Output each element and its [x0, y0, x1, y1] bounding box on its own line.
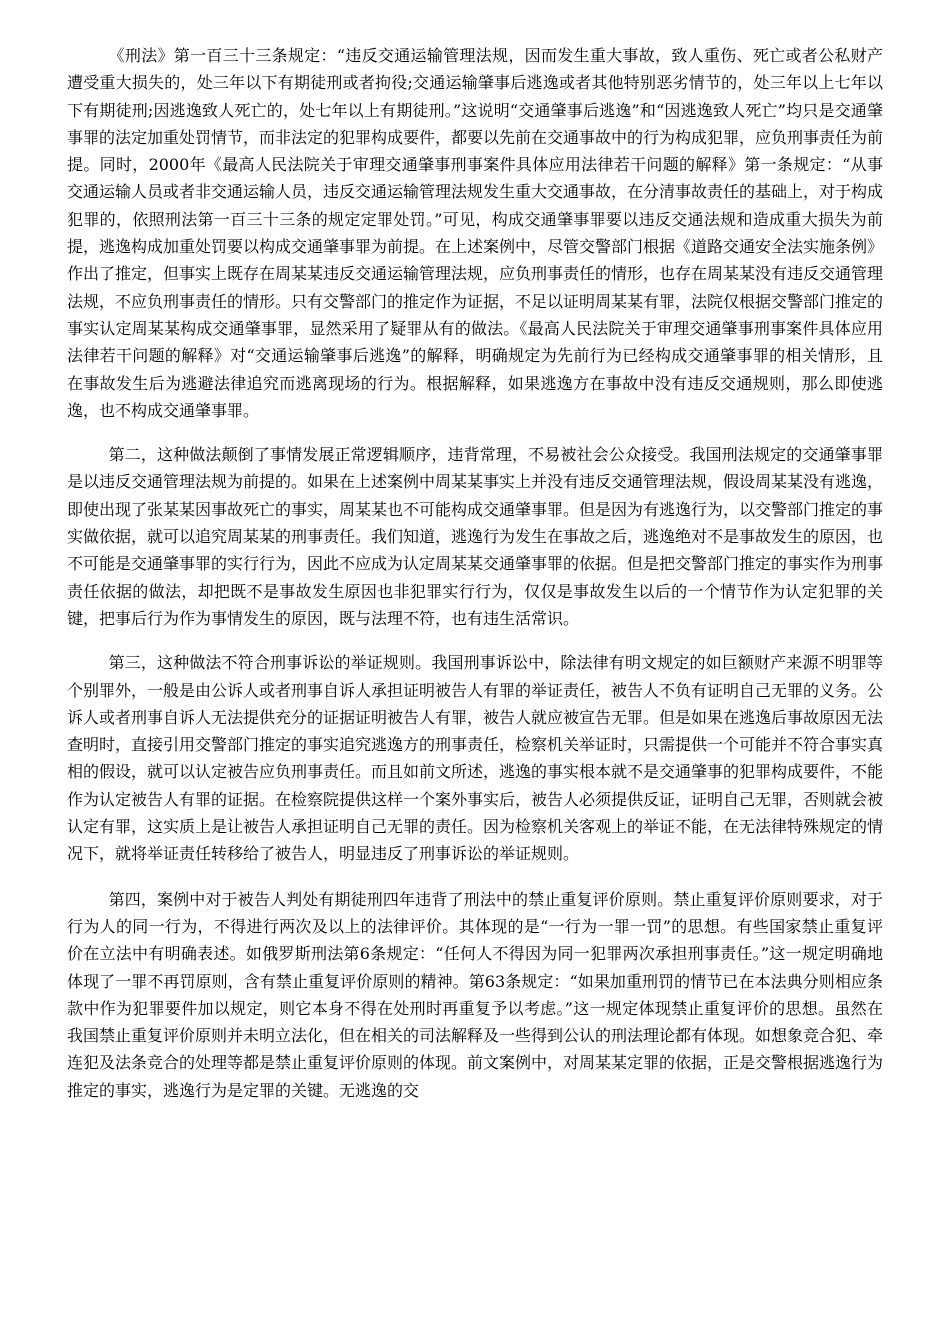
paragraph-criminal-law-article-133: 《刑法》第一百三十三条规定：“违反交通运输管理法规，因而发生重大事故，致人重伤、死亡或者公私财产遭受重大损失的，处三年以下有期徒刑或者拘役;交通运输肇事后逃逸或者其他特别恶劣情节的，处三年以上七年以下有期徒刑;因逃逸致人死亡的，处七年以上有期徒刑。”这说明“交通肇事后逃逸”和“因逃逸致人死亡”均只是交通肇事罪的法定加重处罚情节，而非法定的犯罪构成要件，都要以先前在交通事故中的行为构成犯罪，应负刑事责任为前提。同时，2000年《最高人民法院关于审理交通肇事刑事案件具体应用法律若干问题的解释》第一条规定：“从事交通运输人员或者非交通运输人员，违反交通运输管理法规发生重大交通事故，在分清事故责任的基础上，对于构成犯罪的，依照刑法第一百三十三条的规定定罪处罚。”可见，构成交通肇事罪要以违反交通法规和造成重大损失为前提，逃逸构成加重处罚要以构成交通肇事罪为前提。在上述案例中，尽管交警部门根据《道路交通安全法实施条例》作出了推定，但事实上既存在周某某违反交通运输管理法规，应负刑事责任的情形，也存在周某某没有违反交通管理法规，不应负刑事责任的情形。只有交警部门的推定作为证据，不足以证明周某某有罪，法院仅根据交警部门推定的事实认定周某某构成交通肇事罪，显然采用了疑罪从有的做法。《最高人民法院关于审理交通肇事刑事案件具体应用法律若干问题的解释》对“交通运输肇事后逃逸”的解释，明确规定为先前行为已经构成交通肇事罪的相关情形，且在事故发生后为逃避法律追究而逃离现场的行为。根据解释，如果逃逸方在事故中没有违反交通规则，那么即使逃逸，也不构成交通肇事罪。: [67, 46, 884, 420]
paragraph-fourth-point: 第四，案例中对于被告人判处有期徒刑四年违背了刑法中的禁止重复评价原则。禁止重复评价原则要求，对于行为人的同一行为，不得进行两次及以上的法律评价。其体现的是“一行为一罪一罚”的思想。有些国家禁止重复评价在立法中有明确表述。如俄罗斯刑法第6条规定：“任何人不得因为同一犯罪两次承担刑事责任。”这一规定明确地体现了一罪不再罚原则，含有禁止重复评价原则的精神。第63条规定：“如果加重刑罚的情节已在本法典分则相应条款中作为犯罪要件加以规定，则它本身不得在处刑时再重复予以考虑。”这一规定体现禁止重复评价的思想。虽然在我国禁止重复评价原则并未明立法化，但在相关的司法解释及一些得到公认的刑法理论都有体现。如想象竞合犯、牵连犯及法条竞合的处理等都是禁止重复评价原则的体现。前文案例中，对周某某定罪的依据，正是交警根据逃逸行为推定的事实，逃逸行为是定罪的关键。无逃逸的交: [67, 889, 884, 1100]
document-body: [67, 42, 883, 1104]
paragraph-third-point: 第三，这种做法不符合刑事诉讼的举证规则。我国刑事诉讼中，除法律有明文规定的如巨额财产来源不明罪等个别罪外，一般是由公诉人或者刑事自诉人承担证明被告人有罪的举证责任，被告人不负有证明自己无罪的义务。公诉人或者刑事自诉人无法提供充分的证据证明被告人有罪，被告人就应被宣告无罪。但是如果在逃逸后事故原因无法查明时，直接引用交警部门推定的事实追究逃逸方的刑事责任，检察机关举证时，只需提供一个可能并不符合事实真相的假设，就可以认定被告应负刑事责任。而且如前文所述，逃逸的事实根本就不是交通肇事的犯罪构成要件，不能作为认定被告人有罪的证据。在检察院提供这样一个案外事实后，被告人必须提供反证，证明自己无罪，否则就会被认定有罪，这实质上是让被告人承担证明自己无罪的责任。因为检察机关客观上的举证不能，在无法律特殊规定的情况下，就将举证责任转移给了被告人，明显违反了刑事诉讼的举证规则。: [67, 653, 884, 864]
paragraph-second-point: 第二，这种做法颠倒了事情发展正常逻辑顺序，违背常理，不易被社会公众接受。我国刑法规定的交通肇事罪是以违反交通管理法规为前提的。如果在上述案例中周某某事实上并没有违反交通管理法规，假设周某某没有逃逸，即使出现了张某某因事故死亡的事实，周某某也不可能构成交通肇事罪。但是因为有逃逸行为，以交警部门推定的事实做依据，就可以追究周某某的刑事责任。我们知道，逃逸行为发生在事故之后，逃逸绝对不是事故发生的原因，也不可能是交通肇事罪的实行行为，因此不应成为认定周某某交通肇事罪的依据。但是把交警部门推定的事实作为刑事责任依据的做法，却把既不是事故发生原因也非犯罪实行行为，仅仅是事故发生以后的一个情节作为认定犯罪的关键，把事后行为作为事情发生的原因，既与法理不符，也有违生活常识。: [67, 445, 884, 628]
